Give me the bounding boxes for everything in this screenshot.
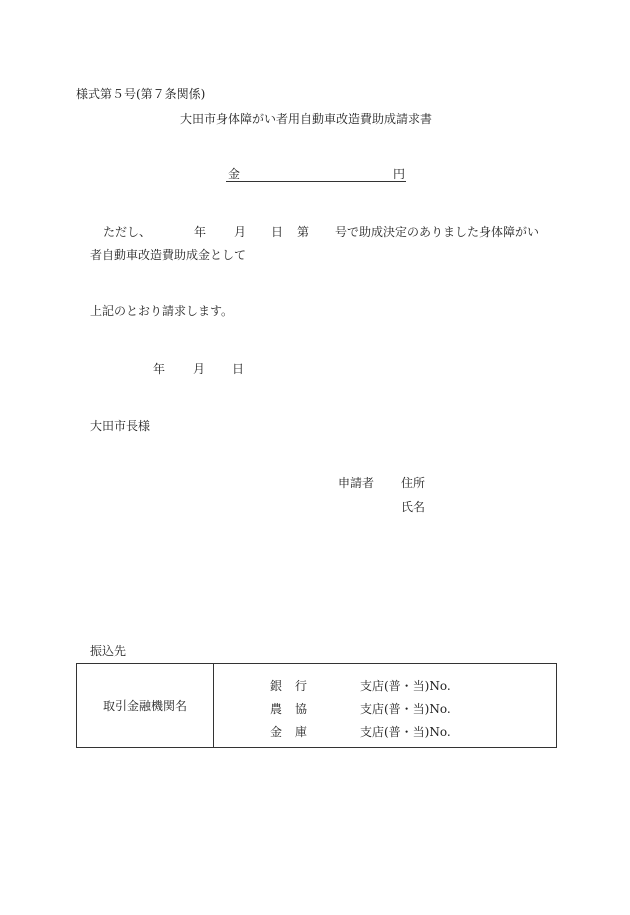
date-month: 月 — [193, 362, 206, 376]
bank-type-a: 農 — [270, 702, 283, 716]
bank-type-b: 庫 — [295, 725, 308, 739]
date-year: 年 — [153, 362, 166, 376]
date-day: 日 — [232, 362, 245, 376]
bank-rows-cell — [214, 664, 557, 748]
applicant-label: 申請者 — [338, 476, 375, 490]
branch-text: 支店(普・当)No. — [360, 702, 451, 716]
body-month: 月 — [234, 225, 247, 239]
statement: 上記のとおり請求します。 — [90, 304, 234, 318]
transfer-heading: 振込先 — [90, 644, 127, 658]
bank-type-b: 協 — [295, 702, 308, 716]
body-line1-rest: 号で助成決定のありました身体障がい — [335, 225, 540, 239]
body-year: 年 — [194, 225, 207, 239]
address-label: 住所 — [401, 476, 426, 490]
branch-text: 支店(普・当)No. — [360, 725, 451, 739]
amount-prefix: 金 — [228, 167, 241, 181]
document-title: 大田市身体障がい者用自動車改造費助成請求書 — [180, 112, 433, 126]
bank-table — [76, 663, 557, 748]
bank-type-b: 行 — [295, 679, 308, 693]
amount-underline — [226, 180, 406, 182]
bank-type-a: 銀 — [270, 679, 283, 693]
addressee: 大田市長様 — [90, 419, 151, 433]
body-line2: 者自動車改造費助成金として — [90, 248, 247, 262]
bank-type-a: 金 — [270, 725, 283, 739]
institution-label-cell — [77, 664, 214, 748]
name-label: 氏名 — [401, 500, 426, 514]
institution-label: 取引金融機関名 — [102, 699, 187, 713]
body-day: 日 — [271, 225, 284, 239]
body-tadashi: ただし、 — [103, 225, 152, 239]
form-number: 様式第５号(第７条関係) — [76, 87, 206, 101]
amount-suffix: 円 — [393, 167, 406, 181]
body-dai: 第 — [297, 225, 310, 239]
branch-text: 支店(普・当)No. — [360, 679, 451, 693]
